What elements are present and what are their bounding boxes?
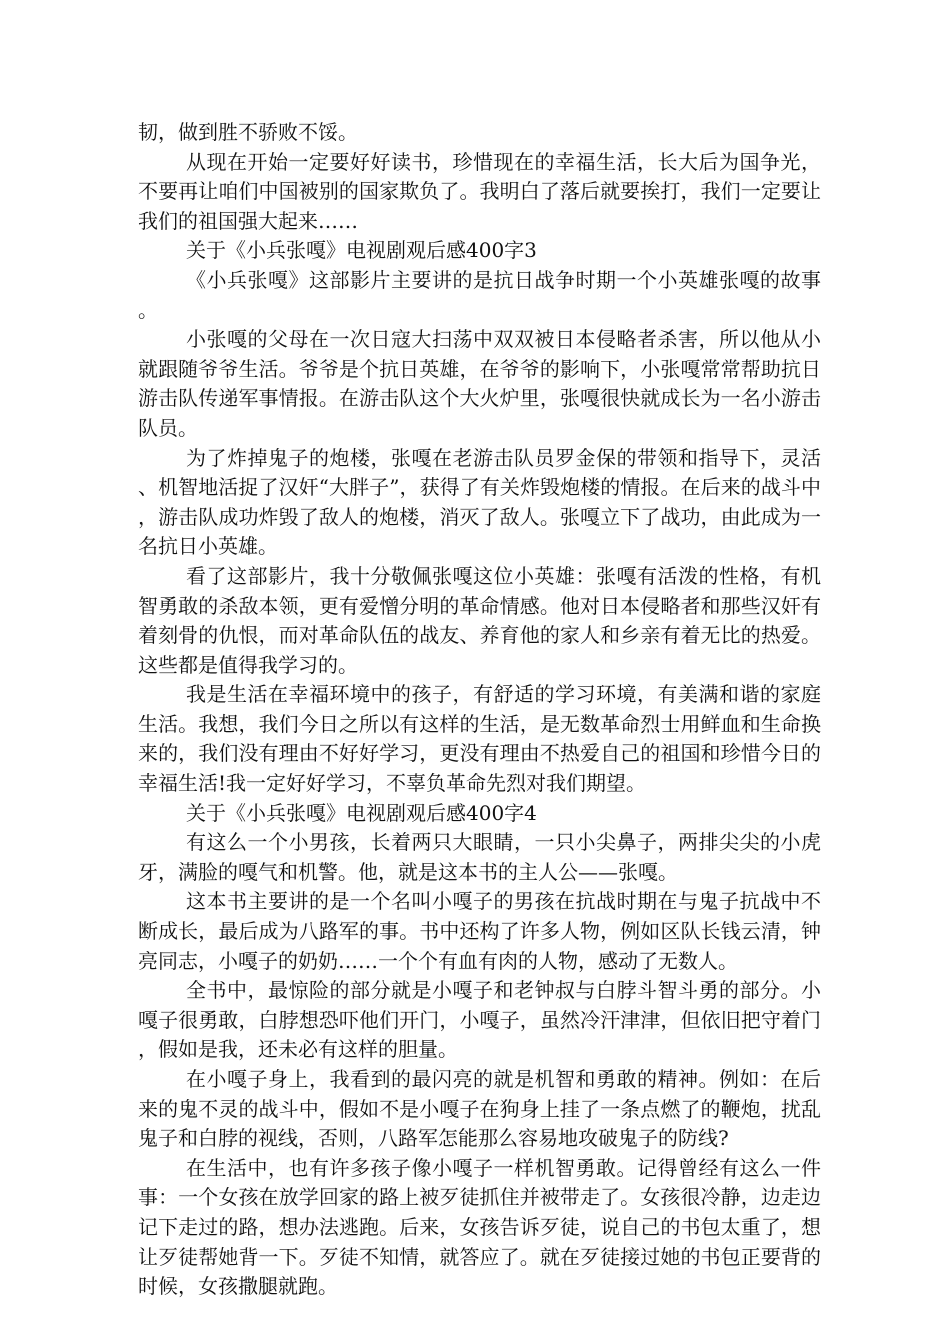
paragraph-1: 韧，做到胜不骄败不馁。: [138, 120, 358, 144]
paragraph-2: 从现在开始一定要好好读书，珍惜现在的幸福生活，长大后为国争光，不要再让咱们中国被别的国家欺负了。我明白了落后就要挨打，我们一定要让我们的祖国强大起来……: [138, 149, 821, 233]
section-heading-4: 关于《小兵张嘎》电视剧观后感400字4: [186, 800, 537, 825]
paragraph-7: 看了这部影片，我十分敬佩张嘎这位小英雄：张嘎有活泼的性格，有机智勇敢的杀敌本领，更有爱憎分明的革命情感。他对日本侵略者和那些汉奸有着刻骨的仇恨，而对革命队伍的战友、养育他的家人和乡亲有着无比的热爱。这些都是值得我学习的。: [138, 563, 821, 677]
paragraph-13: 在小嘎子身上，我看到的最闪亮的就是机智和勇敢的精神。例如：在后来的鬼不灵的战斗中，假如不是小嘎子在狗身上挂了一条点燃了的鞭炮，扰乱鬼子和白脖的视线，否则，八路军怎能那么容易地攻破鬼子的防线?: [138, 1067, 821, 1151]
paragraph-10: 有这么一个小男孩，长着两只大眼睛，一只小尖鼻子，两排尖尖的小虎牙，满脸的嘎气和机警。他，就是这本书的主人公——张嘎。: [138, 830, 821, 884]
paragraph-11: 这本书主要讲的是一个名叫小嘎子的男孩在抗战时期在与鬼子抗战中不断成长，最后成为八路军的事。书中还构了许多人物，例如区队长钱云清，钟亮同志，小嘎子的奶奶……一个个有血有肉的人物，感动了无数人。: [138, 889, 821, 973]
paragraph-8: 我是生活在幸福环境中的孩子，有舒适的学习环境，有美满和谐的家庭生活。我想，我们今日之所以有这样的生活，是无数革命烈士用鲜血和生命换来的，我们没有理由不好好学习，更没有理由不热爱自己的祖国和珍惜今日的幸福生活!我一定好好学习，不辜负革命先烈对我们期望。: [138, 682, 821, 796]
paragraph-14: 在生活中，也有许多孩子像小嘎子一样机智勇敢。记得曾经有这么一件事：一个女孩在放学回家的路上被歹徒抓住并被带走了。女孩很冷静，边走边记下走过的路，想办法逃跑。后来，女孩告诉歹徒，说自己的书包太重了，想让歹徒帮她背一下。歹徒不知情，就答应了。就在歹徒接过她的书包正要背的时候，女孩撒腿就跑。: [138, 1155, 821, 1299]
paragraph-5: 小张嘎的父母在一次日寇大扫荡中双双被日本侵略者杀害，所以他从小就跟随爷爷生活。爷爷是个抗日英雄，在爷爷的影响下，小张嘎常常帮助抗日游击队传递军事情报。在游击队这个大火炉里，张嘎很快就成长为一名小游击队员。: [138, 327, 821, 440]
paragraph-6: 为了炸掉鬼子的炮楼，张嘎在老游击队员罗金保的带领和指导下，灵活、机智地活捉了汉奸“大胖子”，获得了有关炸毁炮楼的情报。在后来的战斗中，游击队成功炸毁了敌人的炮楼，消灭了敌人。张嘎立下了战功，由此成为一名抗日小英雄。: [138, 445, 821, 559]
section-heading-3: 关于《小兵张嘎》电视剧观后感400字3: [186, 238, 537, 263]
document-page: [138, 118, 821, 1302]
paragraph-4: 《小兵张嘎》这部影片主要讲的是抗日战争时期一个小英雄张嘎的故事。: [138, 267, 821, 322]
paragraph-12: 全书中，最惊险的部分就是小嘎子和老钟叔与白脖斗智斗勇的部分。小嘎子很勇敢，白脖想恐吓他们开门，小嘎子，虽然冷汗津津，但依旧把守着门，假如是我，还未必有这样的胆量。: [138, 978, 821, 1062]
